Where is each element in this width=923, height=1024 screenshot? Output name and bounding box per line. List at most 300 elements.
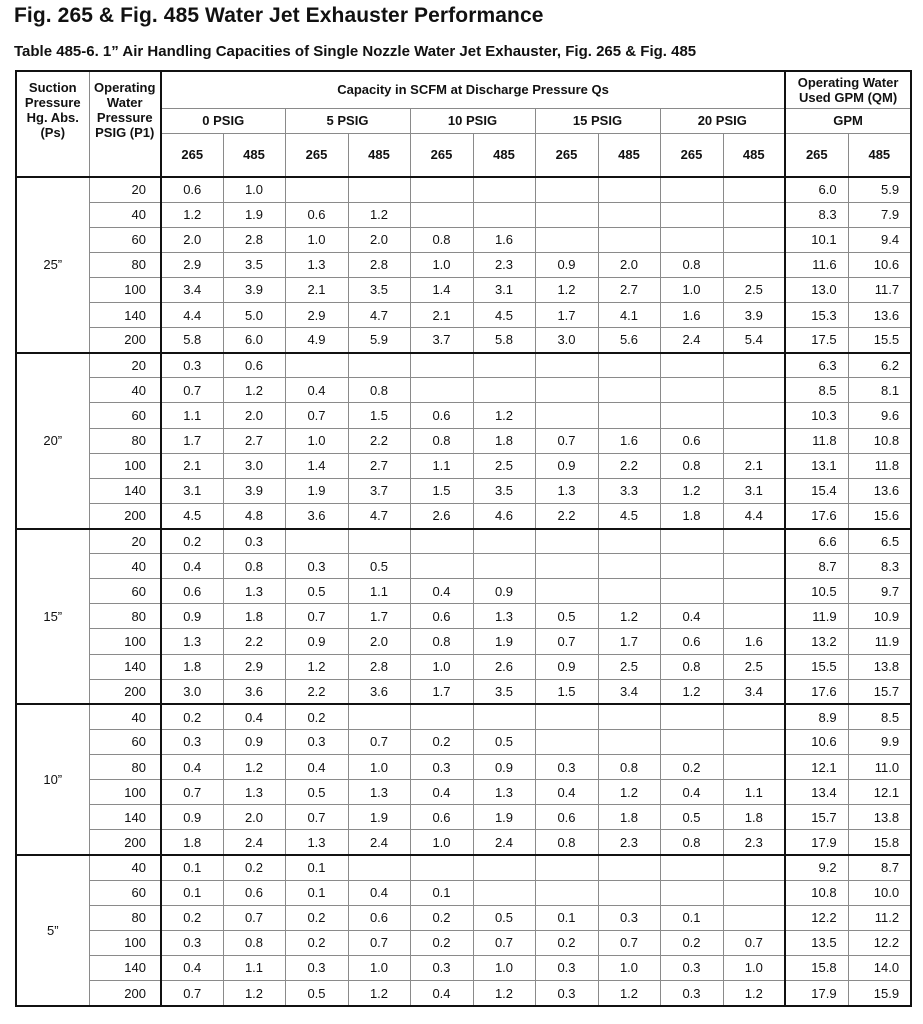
capacity-cell: 1.2: [223, 981, 285, 1007]
capacity-cell: [348, 704, 410, 729]
capacity-cell: [723, 428, 785, 453]
operating-pressure-header: Operating Water Pressure PSIG (P1): [89, 71, 161, 177]
operating-pressure-cell: 80: [89, 604, 161, 629]
capacity-cell: 1.0: [660, 277, 723, 302]
gpm-cell: 15.8: [785, 955, 848, 980]
capacity-cell: 1.9: [223, 202, 285, 227]
gpm-cell: 6.3: [785, 353, 848, 378]
capacity-cell: [723, 177, 785, 202]
table-row: [16, 478, 911, 503]
capacity-cell: [723, 579, 785, 604]
fig-header-265: 265: [410, 133, 473, 177]
table-row: [16, 252, 911, 277]
capacity-cell: 5.0: [223, 303, 285, 328]
capacity-cell: 0.1: [410, 880, 473, 905]
capacity-cell: [723, 729, 785, 754]
capacity-cell: [535, 227, 598, 252]
capacity-cell: 2.8: [348, 252, 410, 277]
operating-pressure-cell: 100: [89, 277, 161, 302]
gpm-cell: 7.9: [848, 202, 911, 227]
capacity-cell: 1.8: [660, 503, 723, 528]
capacity-cell: 0.9: [161, 604, 223, 629]
capacity-cell: 2.6: [410, 503, 473, 528]
performance-table: [15, 70, 912, 1007]
fig-header-485: 485: [348, 133, 410, 177]
capacity-cell: 0.3: [660, 981, 723, 1007]
table-caption: Table 485-6. 1” Air Handling Capacities of Single Nozzle Water Jet Exhauster, Fig. 265 & Fig. 485: [14, 43, 697, 60]
capacity-cell: 1.3: [223, 579, 285, 604]
capacity-cell: 0.4: [161, 955, 223, 980]
capacity-cell: 0.2: [161, 704, 223, 729]
capacity-cell: 0.5: [285, 579, 348, 604]
capacity-cell: 3.9: [723, 303, 785, 328]
capacity-cell: 0.7: [348, 930, 410, 955]
capacity-cell: 1.3: [285, 830, 348, 855]
capacity-cell: 0.3: [535, 955, 598, 980]
capacity-cell: 1.2: [598, 780, 660, 805]
capacity-cell: 2.8: [348, 654, 410, 679]
capacity-cell: 3.0: [161, 679, 223, 704]
gpm-cell: 13.8: [848, 654, 911, 679]
gpm-cell: 11.8: [848, 453, 911, 478]
capacity-cell: 0.4: [161, 755, 223, 780]
water-used-header: Operating Water Used GPM (QM): [785, 71, 911, 108]
table-row: [16, 805, 911, 830]
gpm-cell: 15.7: [785, 805, 848, 830]
capacity-cell: 0.8: [348, 378, 410, 403]
capacity-cell: 1.8: [161, 830, 223, 855]
capacity-cell: 1.0: [348, 955, 410, 980]
operating-pressure-cell: 60: [89, 227, 161, 252]
capacity-cell: 4.4: [723, 503, 785, 528]
capacity-cell: 3.1: [723, 478, 785, 503]
capacity-cell: 0.3: [285, 729, 348, 754]
capacity-cell: [723, 378, 785, 403]
gpm-cell: 10.3: [785, 403, 848, 428]
capacity-cell: 0.1: [660, 905, 723, 930]
operating-pressure-cell: 60: [89, 729, 161, 754]
capacity-cell: 1.2: [348, 981, 410, 1007]
fig-header-485: 485: [848, 133, 911, 177]
capacity-cell: 1.7: [348, 604, 410, 629]
capacity-cell: 1.6: [660, 303, 723, 328]
capacity-cell: 3.3: [598, 478, 660, 503]
capacity-cell: 0.7: [161, 378, 223, 403]
gpm-cell: 11.2: [848, 905, 911, 930]
capacity-cell: [473, 177, 535, 202]
capacity-cell: 1.2: [660, 478, 723, 503]
suction-pressure-cell: 20”: [16, 353, 89, 529]
capacity-cell: 0.3: [410, 755, 473, 780]
gpm-cell: 9.9: [848, 729, 911, 754]
capacity-cell: 0.7: [348, 729, 410, 754]
capacity-cell: 0.2: [660, 755, 723, 780]
capacity-cell: 5.8: [473, 328, 535, 353]
capacity-cell: [410, 554, 473, 579]
capacity-cell: 0.7: [161, 981, 223, 1007]
gpm-cell: 10.1: [785, 227, 848, 252]
operating-pressure-cell: 140: [89, 478, 161, 503]
gpm-cell: 13.0: [785, 277, 848, 302]
capacity-cell: 0.5: [535, 604, 598, 629]
capacity-cell: [535, 554, 598, 579]
capacity-cell: 0.2: [535, 930, 598, 955]
table-row: [16, 905, 911, 930]
gpm-cell: 11.7: [848, 277, 911, 302]
capacity-cell: [535, 529, 598, 554]
operating-pressure-cell: 140: [89, 654, 161, 679]
gpm-cell: 10.8: [848, 428, 911, 453]
capacity-cell: 1.7: [410, 679, 473, 704]
capacity-cell: 0.6: [535, 805, 598, 830]
suction-pressure-header: Suction Pressure Hg. Abs. (Ps): [16, 71, 89, 177]
capacity-cell: [410, 378, 473, 403]
fig-header-485: 485: [473, 133, 535, 177]
capacity-cell: 3.1: [473, 277, 535, 302]
gpm-cell: 11.6: [785, 252, 848, 277]
page-title: Fig. 265 & Fig. 485 Water Jet Exhauster Performance: [14, 4, 544, 27]
capacity-cell: [660, 729, 723, 754]
capacity-cell: 0.3: [161, 353, 223, 378]
gpm-cell: 8.3: [848, 554, 911, 579]
capacity-cell: 1.9: [473, 805, 535, 830]
capacity-cell: 0.8: [660, 654, 723, 679]
capacity-cell: 0.8: [535, 830, 598, 855]
capacity-cell: 2.2: [348, 428, 410, 453]
capacity-cell: 1.7: [535, 303, 598, 328]
table-row: [16, 755, 911, 780]
discharge-header-0: 0 PSIG: [161, 108, 285, 133]
capacity-cell: 0.8: [410, 629, 473, 654]
capacity-cell: 3.1: [161, 478, 223, 503]
capacity-cell: 3.9: [223, 277, 285, 302]
capacity-cell: 1.8: [223, 604, 285, 629]
capacity-cell: [723, 353, 785, 378]
operating-pressure-cell: 40: [89, 378, 161, 403]
capacity-cell: 5.6: [598, 328, 660, 353]
operating-pressure-cell: 100: [89, 780, 161, 805]
gpm-cell: 8.3: [785, 202, 848, 227]
capacity-cell: [598, 177, 660, 202]
capacity-cell: 4.8: [223, 503, 285, 528]
fig-header-485: 485: [223, 133, 285, 177]
capacity-cell: 5.8: [161, 328, 223, 353]
capacity-cell: 0.4: [285, 378, 348, 403]
table-row: [16, 378, 911, 403]
capacity-cell: [285, 177, 348, 202]
capacity-cell: [598, 202, 660, 227]
table-row: [16, 529, 911, 554]
operating-pressure-cell: 80: [89, 428, 161, 453]
capacity-cell: 1.6: [598, 428, 660, 453]
capacity-cell: [723, 403, 785, 428]
capacity-cell: [660, 704, 723, 729]
capacity-cell: 4.9: [285, 328, 348, 353]
gpm-cell: 12.2: [848, 930, 911, 955]
capacity-cell: 2.5: [598, 654, 660, 679]
capacity-cell: 0.6: [410, 604, 473, 629]
capacity-cell: [723, 905, 785, 930]
table-row: [16, 403, 911, 428]
capacity-cell: [535, 202, 598, 227]
capacity-cell: 0.8: [410, 227, 473, 252]
capacity-cell: 2.2: [535, 503, 598, 528]
capacity-cell: 1.2: [723, 981, 785, 1007]
gpm-cell: 6.6: [785, 529, 848, 554]
capacity-cell: [473, 202, 535, 227]
table-row: [16, 353, 911, 378]
operating-pressure-cell: 200: [89, 830, 161, 855]
gpm-cell: 12.2: [785, 905, 848, 930]
capacity-cell: [473, 353, 535, 378]
fig-header-265: 265: [535, 133, 598, 177]
capacity-cell: 2.6: [473, 654, 535, 679]
gpm-cell: 8.5: [848, 704, 911, 729]
capacity-cell: 1.4: [285, 453, 348, 478]
discharge-header-10: 10 PSIG: [410, 108, 535, 133]
capacity-cell: 0.5: [660, 805, 723, 830]
capacity-cell: [473, 529, 535, 554]
capacity-cell: [660, 403, 723, 428]
gpm-cell: 8.9: [785, 704, 848, 729]
capacity-cell: 1.5: [535, 679, 598, 704]
capacity-cell: [535, 704, 598, 729]
capacity-cell: 2.1: [285, 277, 348, 302]
capacity-cell: 0.9: [473, 755, 535, 780]
capacity-cell: 0.5: [473, 905, 535, 930]
capacity-cell: 0.1: [161, 855, 223, 880]
capacity-cell: 0.3: [535, 755, 598, 780]
capacity-cell: [598, 403, 660, 428]
capacity-cell: 0.2: [410, 905, 473, 930]
capacity-cell: 1.2: [660, 679, 723, 704]
capacity-cell: 0.1: [285, 880, 348, 905]
gpm-cell: 17.6: [785, 679, 848, 704]
capacity-cell: 1.2: [223, 755, 285, 780]
capacity-cell: 2.1: [723, 453, 785, 478]
capacity-header: Capacity in SCFM at Discharge Pressure Qs: [161, 71, 785, 108]
capacity-cell: 1.5: [410, 478, 473, 503]
capacity-cell: [723, 755, 785, 780]
capacity-cell: 2.0: [598, 252, 660, 277]
capacity-cell: 0.8: [598, 755, 660, 780]
capacity-cell: 1.3: [348, 780, 410, 805]
capacity-cell: [723, 529, 785, 554]
capacity-cell: 0.9: [535, 252, 598, 277]
capacity-cell: 2.4: [473, 830, 535, 855]
capacity-cell: 1.1: [410, 453, 473, 478]
capacity-cell: 3.4: [161, 277, 223, 302]
fig-header-265: 265: [785, 133, 848, 177]
suction-pressure-cell: 15”: [16, 529, 89, 705]
capacity-cell: 1.3: [223, 780, 285, 805]
capacity-cell: 1.8: [723, 805, 785, 830]
table-row: [16, 579, 911, 604]
capacity-cell: [410, 177, 473, 202]
capacity-cell: [348, 529, 410, 554]
capacity-cell: [660, 579, 723, 604]
capacity-cell: [598, 579, 660, 604]
capacity-cell: 3.7: [348, 478, 410, 503]
gpm-cell: 10.6: [848, 252, 911, 277]
gpm-cell: 10.0: [848, 880, 911, 905]
gpm-cell: 8.7: [785, 554, 848, 579]
capacity-cell: [660, 378, 723, 403]
capacity-cell: 1.9: [473, 629, 535, 654]
capacity-cell: 1.3: [473, 604, 535, 629]
gpm-cell: 5.9: [848, 177, 911, 202]
operating-pressure-cell: 140: [89, 805, 161, 830]
capacity-cell: 0.8: [660, 830, 723, 855]
capacity-cell: 0.6: [161, 177, 223, 202]
operating-pressure-cell: 40: [89, 202, 161, 227]
fig-header-265: 265: [285, 133, 348, 177]
capacity-cell: 0.2: [410, 930, 473, 955]
capacity-cell: 1.9: [348, 805, 410, 830]
capacity-cell: 1.0: [473, 955, 535, 980]
capacity-cell: 1.3: [473, 780, 535, 805]
capacity-cell: 1.3: [161, 629, 223, 654]
capacity-cell: 1.2: [285, 654, 348, 679]
operating-pressure-cell: 100: [89, 629, 161, 654]
capacity-cell: [473, 378, 535, 403]
table-row: [16, 930, 911, 955]
table-row: [16, 604, 911, 629]
capacity-cell: 1.0: [410, 654, 473, 679]
capacity-cell: [348, 177, 410, 202]
capacity-cell: 3.6: [223, 679, 285, 704]
capacity-cell: 0.6: [348, 905, 410, 930]
capacity-cell: 2.4: [223, 830, 285, 855]
capacity-cell: [598, 227, 660, 252]
capacity-cell: 2.4: [660, 328, 723, 353]
capacity-cell: [598, 704, 660, 729]
gpm-cell: 11.0: [848, 755, 911, 780]
capacity-cell: 2.2: [285, 679, 348, 704]
capacity-cell: 4.5: [598, 503, 660, 528]
gpm-cell: 12.1: [785, 755, 848, 780]
operating-pressure-cell: 200: [89, 679, 161, 704]
capacity-cell: [348, 353, 410, 378]
gpm-cell: 15.4: [785, 478, 848, 503]
capacity-cell: 0.5: [285, 780, 348, 805]
capacity-cell: 1.2: [348, 202, 410, 227]
capacity-cell: 0.2: [410, 729, 473, 754]
table-row: [16, 729, 911, 754]
operating-pressure-cell: 20: [89, 177, 161, 202]
capacity-cell: [535, 177, 598, 202]
fig-header-485: 485: [598, 133, 660, 177]
gpm-cell: 17.9: [785, 981, 848, 1007]
capacity-cell: [410, 353, 473, 378]
capacity-cell: [660, 227, 723, 252]
capacity-cell: [598, 378, 660, 403]
table-row: [16, 227, 911, 252]
gpm-cell: 10.6: [785, 729, 848, 754]
capacity-cell: 0.6: [410, 403, 473, 428]
gpm-cell: 13.6: [848, 478, 911, 503]
operating-pressure-cell: 80: [89, 905, 161, 930]
capacity-cell: 3.9: [223, 478, 285, 503]
table-row: [16, 303, 911, 328]
operating-pressure-cell: 20: [89, 529, 161, 554]
capacity-cell: 3.5: [348, 277, 410, 302]
capacity-cell: [535, 378, 598, 403]
gpm-cell: 15.7: [848, 679, 911, 704]
capacity-cell: [410, 855, 473, 880]
capacity-cell: [348, 855, 410, 880]
capacity-cell: 4.1: [598, 303, 660, 328]
capacity-cell: 0.9: [535, 453, 598, 478]
capacity-cell: [535, 880, 598, 905]
gpm-cell: 13.5: [785, 930, 848, 955]
capacity-cell: 0.8: [660, 453, 723, 478]
table-row: [16, 554, 911, 579]
capacity-cell: [598, 880, 660, 905]
capacity-cell: 0.3: [410, 955, 473, 980]
gpm-cell: 15.3: [785, 303, 848, 328]
operating-pressure-cell: 80: [89, 252, 161, 277]
capacity-cell: 0.2: [161, 529, 223, 554]
capacity-cell: 2.0: [348, 227, 410, 252]
capacity-cell: 0.6: [223, 880, 285, 905]
gpm-cell: 10.8: [785, 880, 848, 905]
discharge-header-15: 15 PSIG: [535, 108, 660, 133]
capacity-cell: 2.0: [223, 805, 285, 830]
capacity-cell: 1.8: [161, 654, 223, 679]
capacity-cell: 0.9: [473, 579, 535, 604]
capacity-cell: 0.4: [660, 604, 723, 629]
capacity-cell: 2.9: [223, 654, 285, 679]
capacity-cell: 0.4: [223, 704, 285, 729]
capacity-cell: [660, 202, 723, 227]
capacity-cell: 0.9: [535, 654, 598, 679]
capacity-cell: [473, 704, 535, 729]
table-row: [16, 855, 911, 880]
capacity-cell: 1.0: [285, 227, 348, 252]
capacity-cell: 2.7: [348, 453, 410, 478]
capacity-cell: 0.4: [410, 579, 473, 604]
table-row: [16, 328, 911, 353]
capacity-cell: 4.4: [161, 303, 223, 328]
capacity-cell: 2.0: [223, 403, 285, 428]
capacity-cell: 1.2: [473, 981, 535, 1007]
capacity-cell: [660, 529, 723, 554]
capacity-cell: [535, 579, 598, 604]
table-row: [16, 503, 911, 528]
capacity-cell: 3.4: [598, 679, 660, 704]
capacity-cell: 1.6: [723, 629, 785, 654]
capacity-cell: 1.2: [473, 403, 535, 428]
capacity-cell: 0.3: [285, 955, 348, 980]
capacity-cell: 2.0: [161, 227, 223, 252]
capacity-cell: 0.4: [410, 780, 473, 805]
gpm-cell: 8.5: [785, 378, 848, 403]
capacity-cell: 1.5: [348, 403, 410, 428]
gpm-cell: 17.5: [785, 328, 848, 353]
operating-pressure-cell: 40: [89, 704, 161, 729]
capacity-cell: [535, 403, 598, 428]
operating-pressure-cell: 100: [89, 453, 161, 478]
capacity-cell: [723, 202, 785, 227]
capacity-cell: [598, 554, 660, 579]
gpm-cell: 10.5: [785, 579, 848, 604]
capacity-cell: 0.9: [161, 805, 223, 830]
table-row: [16, 177, 911, 202]
capacity-cell: [660, 554, 723, 579]
capacity-cell: [598, 729, 660, 754]
gpm-cell: 15.9: [848, 981, 911, 1007]
